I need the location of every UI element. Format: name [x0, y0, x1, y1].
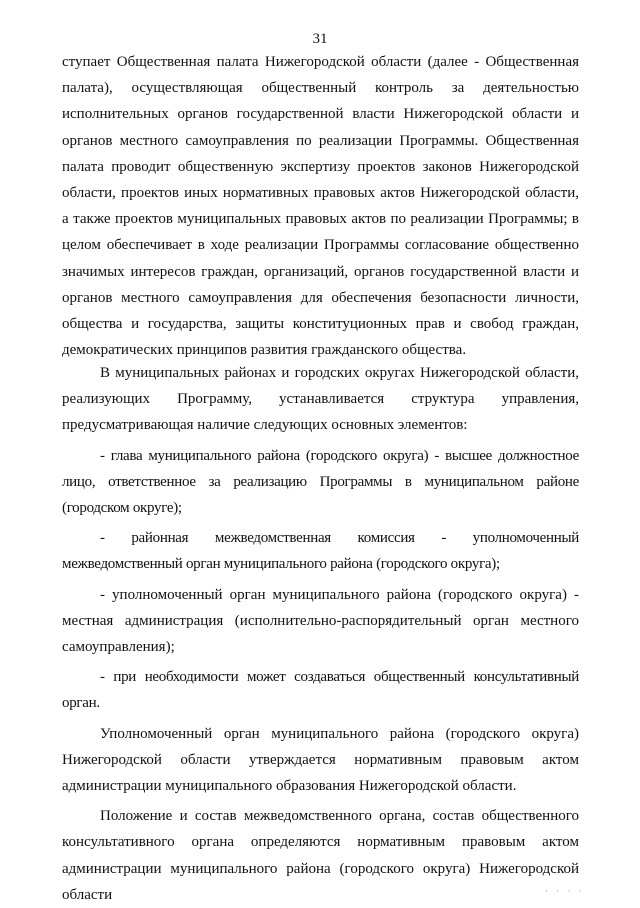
list-item-advisory-body: - при необходимости может создаваться общественный консультативный орган. [62, 669, 579, 712]
body-text-structure [62, 360, 579, 908]
paragraph-structure-intro: В муниципальных районах и городских округах Нижегородской области, реализующих Программу, устанавливается структура управления, предусматривающая наличие следующих основных элементов: [62, 365, 579, 434]
list-item-authorized-body: - уполномоченный орган муниципального района (городского округа) - местная администрация (исполнительно-распорядительный орган местного самоуправления); [62, 586, 579, 656]
paragraph-public-chamber: ступает Общественная палата Нижегородской области (далее - Общественная палата), осуществляющая общественный контроль за деятельностью исполнительных органов государственной власти Нижегородской области и органов местного самоуправления по реализации Программы. Общественная палата проводит общественную экспертизу проектов законов Нижегородской области, проектов иных нормативных правовых актов Нижегородской области, а также проектов муниципальных правовых актов по реализации Программы; в целом обеспечивает в ходе реализации Программы согласование общественно значимых интересов граждан, организаций, органов государственной власти и органов местного самоуправления для обеспечения безопасности личности, общества и государства, защиты конституционных прав и свобод граждан, демократических принципов развития гражданского общества. [62, 54, 579, 359]
body-text-top [62, 49, 579, 363]
paragraph-authorized-body-approval: Уполномоченный орган муниципального района (городского округа) Нижегородской области утверждается нормативным правовым актом администрации муниципального образования Нижегородской области. [62, 725, 579, 795]
list-item-head-of-district: - глава муниципального района (городского округа) - высшее должностное лицо, ответственное за реализацию Программы в муниципальном районе (городском округе); [62, 447, 579, 517]
page-number: 31 [312, 31, 328, 47]
paragraph-regulations: Положение и состав межведомственного органа, состав общественного консультативного органа определяются нормативным правовым актом администрации муниципального района (городского округа) Нижегородской области [62, 808, 579, 903]
list-item-interagency-commission: - районная межведомственная комиссия - уполномоченный межведомственный орган муниципального района (городского округа); [62, 530, 579, 573]
scan-corner-marks: · · · · [545, 886, 585, 896]
